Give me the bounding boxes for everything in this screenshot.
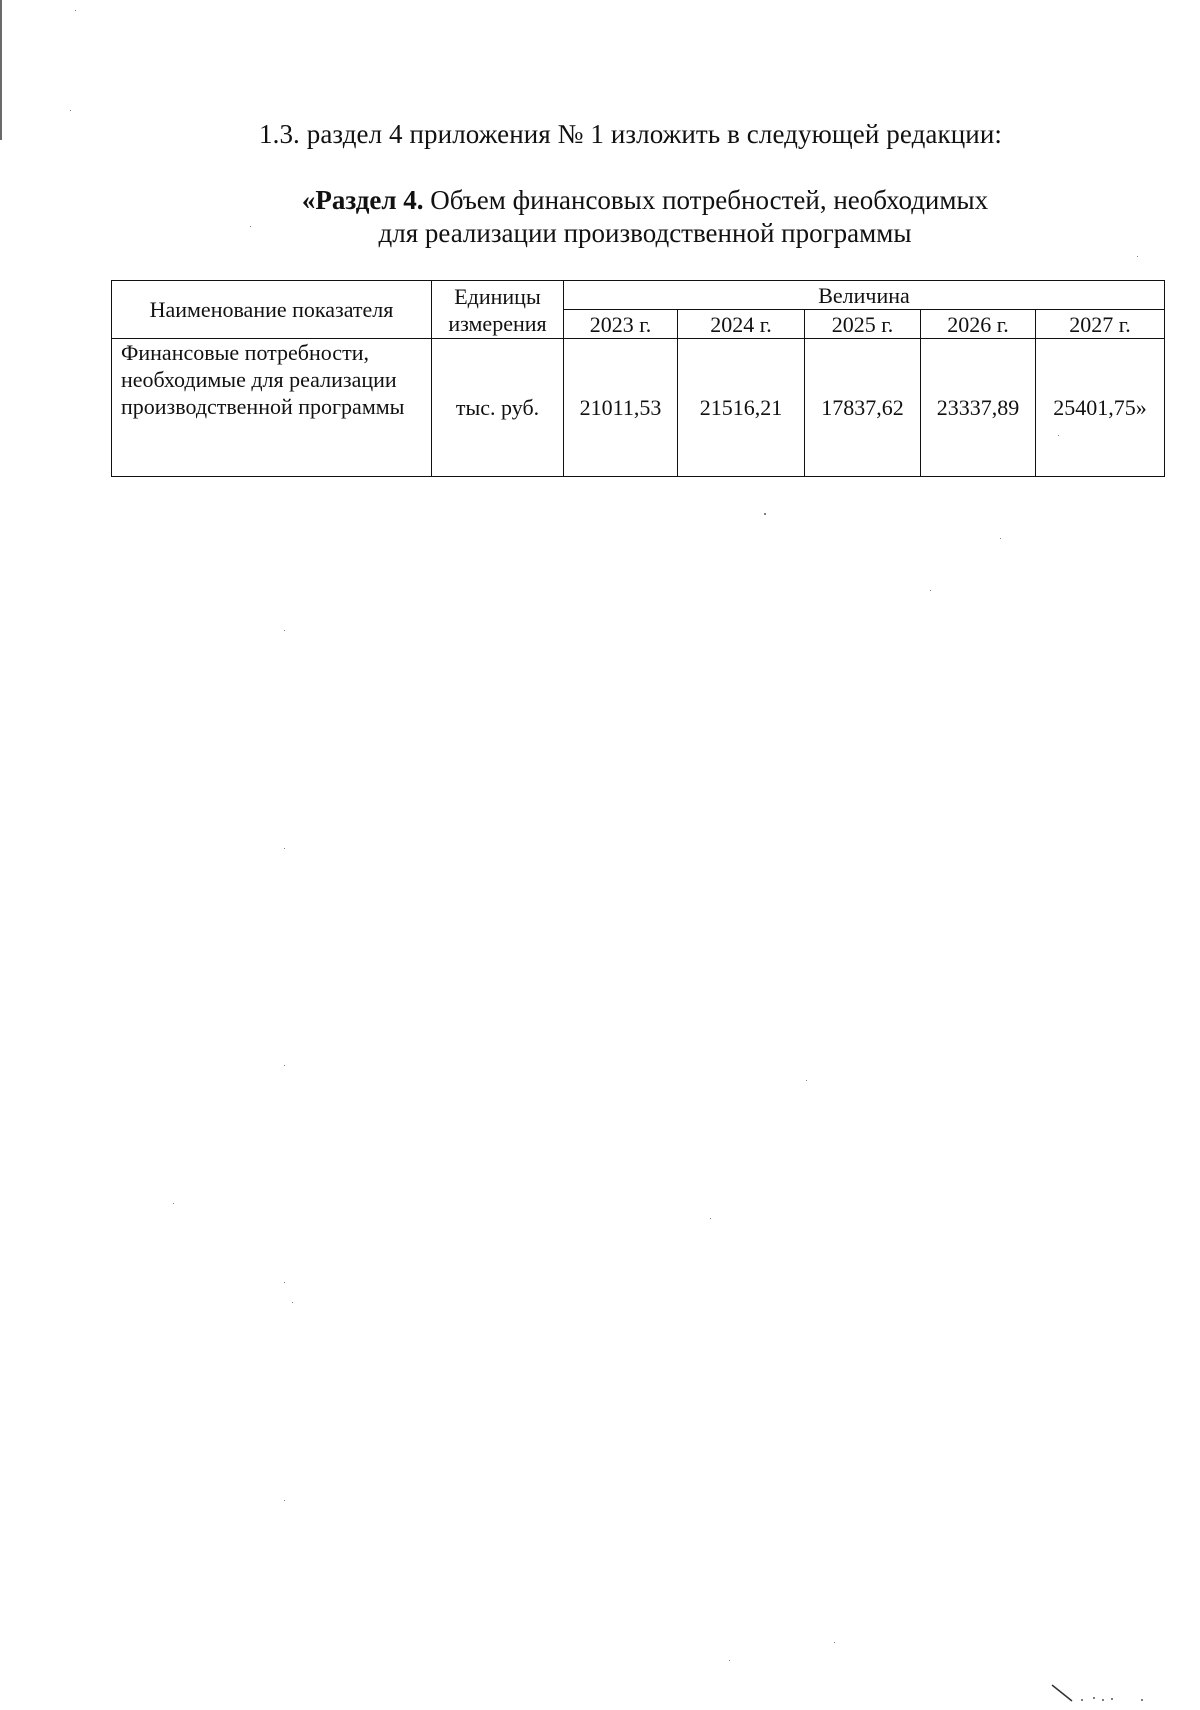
- units-cell: тыс. руб.: [432, 339, 564, 477]
- section-title-part-1: Объем финансовых потребностей, необходимых: [423, 185, 989, 215]
- header-year-2023: 2023 г.: [564, 310, 678, 339]
- scan-speck: [930, 590, 931, 591]
- table-row: [112, 339, 1165, 477]
- scan-speck: [173, 1203, 174, 1204]
- header-year-2025: 2025 г.: [805, 310, 921, 339]
- scan-speck: [834, 1642, 835, 1643]
- scan-artifact-mark: [1050, 1683, 1150, 1708]
- financial-needs-table: [111, 280, 1165, 477]
- value-2026-cell: 23337,89: [921, 339, 1036, 477]
- value-2024-cell: 21516,21: [678, 339, 805, 477]
- scan-speck: [284, 1065, 285, 1066]
- header-units: Единицы измерения: [432, 281, 564, 339]
- header-indicator-name: Наименование показателя: [112, 281, 432, 339]
- section-number: «Раздел 4.: [301, 185, 424, 215]
- value-2027-cell: 25401,75»: [1036, 339, 1165, 477]
- header-year-2027: 2027 г.: [1036, 310, 1165, 339]
- scan-speck: [710, 1218, 711, 1219]
- scan-speck: [764, 513, 766, 515]
- value-2025-cell: 17837,62: [805, 339, 921, 477]
- scan-speck: [250, 226, 251, 227]
- scan-speck: [1000, 538, 1001, 539]
- value-2023-cell: 21011,53: [564, 339, 678, 477]
- scan-speck: [284, 1282, 285, 1283]
- scan-speck: [284, 630, 285, 631]
- amendment-intro-text: 1.3. раздел 4 приложения № 1 изложить в следующей редакции:: [259, 119, 1002, 149]
- header-year-2024: 2024 г.: [678, 310, 805, 339]
- scan-speck: [1137, 256, 1138, 257]
- section-heading-line-1: [0, 184, 1200, 217]
- header-year-2026: 2026 г.: [921, 310, 1036, 339]
- scan-speck: [806, 1080, 807, 1081]
- scan-speck: [284, 848, 285, 849]
- scan-speck: [70, 110, 71, 111]
- scan-speck: [284, 1500, 285, 1501]
- scan-speck: [1058, 435, 1059, 436]
- header-value: Величина: [564, 281, 1165, 310]
- scan-speck: [292, 1302, 293, 1303]
- scan-speck: [729, 1660, 730, 1661]
- scan-speck: [75, 10, 76, 11]
- table-header-row-1: [112, 281, 1165, 310]
- section-heading-line-2: для реализации производственной программы: [378, 218, 912, 248]
- section-heading: [0, 184, 1200, 250]
- indicator-name-cell: Финансовые потребности, необходимые для реализации производственной программы: [112, 339, 432, 477]
